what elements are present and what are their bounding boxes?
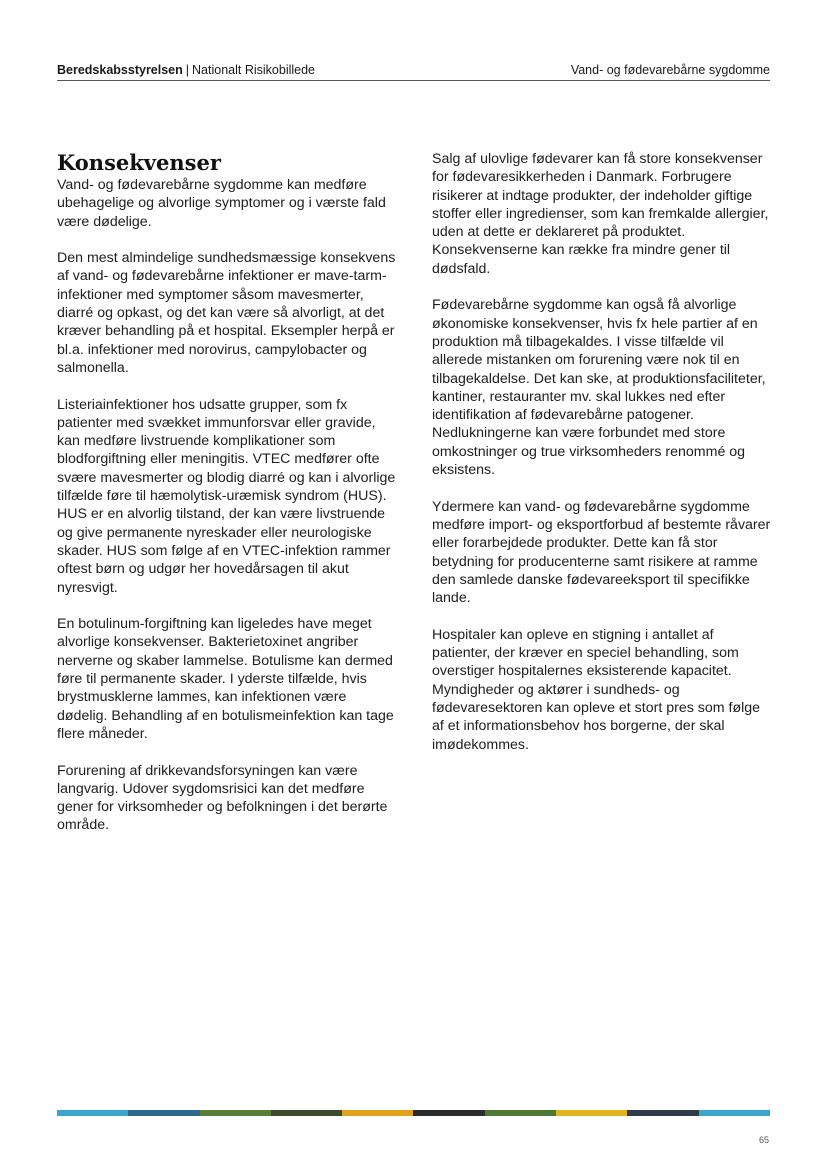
- footer-bar-segment: [271, 1110, 342, 1116]
- footer-bar-segment: [485, 1110, 556, 1116]
- header-left: [57, 62, 315, 78]
- footer-bar-segment: [128, 1110, 199, 1116]
- page-header: [57, 62, 770, 80]
- footer-bar-segment: [57, 1110, 128, 1116]
- header-divider: [57, 80, 770, 81]
- paragraph: Hospitaler kan opleve en stigning i antallet af patienter, der kræver en speciel behandling, som overstiger hospitalernes eksisterende kapacitet. Myndigheder og aktører i sundheds- og fødevaresektoren kan opleve et stort pres som følge af et informationsbehov hos borgerne, der skal imødekommes.: [432, 626, 761, 753]
- footer-bar-segment: [556, 1110, 627, 1116]
- footer-bar-segment: [627, 1110, 698, 1116]
- report-title: Nationalt Risikobillede: [192, 63, 316, 77]
- header-separator: |: [185, 63, 190, 77]
- paragraph: Den mest almindelige sundhedsmæssige konsekvens af vand- og fødevarebårne infektioner er mave-tarm-infektioner med symptomer såsom mavesmerter, diarré og opkast, og det kan være så alvorligt, at det kræver behandling på et hospital. Eksempler herpå er bl.a. infektioner med norovirus, campylobacter og salmonella.: [57, 250, 396, 376]
- paragraph: Ydermere kan vand- og fødevarebårne sygdomme medføre import- og eksportforbud af bestemte råvarer eller forarbejdede produkter. Dette kan få stor betydning for producenterne samt risikere at ramme den samlede danske fødevareeksport til specifikke lande.: [432, 498, 771, 607]
- chapter-title: Vand- og fødevarebårne sygdomme: [570, 63, 770, 77]
- paragraph: Listeriainfektioner hos udsatte grupper, som fx patienter med svækket immunforsvar eller gravide, kan medføre livstruende komplikationer som blodforgiftning eller meningitis. VTEC medfører ofte svære mavesmerter og blodig diarré og kan i alvorlige tilfælde føre til hæmolytisk-uræmisk syndrom (HUS). HUS er en alvorlig tilstand, der kan være livstruende og give permanente nyreskader eller neurologiske skader. HUS som følge af en VTEC-infektion rammer oftest børn og udgør her hovedårsagen til akut nyresvigt.: [57, 396, 396, 596]
- paragraph: Salg af ulovlige fødevarer kan få store konsekvenser for fødevaresikkerheden i Danmark. Forbrugere risikerer at indtage produkter, der indeholder giftige stoffer eller ingredienser, som kan fremkalde allergier, uden at dette er deklareret på produktet. Konsekvenserne kan række fra mindre gener til dødsfald.: [432, 151, 769, 277]
- footer-bar-segment: [342, 1110, 413, 1116]
- organization-name: Beredskabsstyrelsen: [57, 63, 183, 77]
- paragraph: Forurening af drikkevandsforsyningen kan være langvarig. Udover sygdomsrisici kan det medføre gener for virksomheder og befolkningen i det berørte område.: [57, 762, 388, 834]
- footer-bar-segment: [200, 1110, 271, 1116]
- right-column: [432, 150, 772, 772]
- left-column: [57, 150, 397, 853]
- paragraph: En botulinum-forgiftning kan ligeledes have meget alvorlige konsekvenser. Bakterietoxinet angriber nerverne og skaber lammelse. Botulisme kan dermed føre til permanente skader. I yderste tilfælde, hvis brystmusklerne lammes, kan infektionen være dødelig. Behandling af en botulismeinfektion kan tage flere måneder.: [57, 616, 394, 742]
- footer-bar-segment: [413, 1110, 484, 1116]
- paragraph: Fødevarebårne sygdomme kan også få alvorlige økonomiske konsekvenser, hvis fx hele partier af en produktion må tilbagekaldes. I visse tilfælde vil allerede mistanken om forurening være nok til en tilbagekaldelse. Det kan ske, at produktionsfaciliteter, kantiner, restauranter mv. skal lukkes ned efter identifikation af fødevarebårne patogener. Nedlukningerne kan være forbundet med store omkostninger og true virksomheders renommé og eksistens.: [432, 297, 766, 479]
- footer-color-bar: [57, 1110, 770, 1116]
- footer-bar-segment: [699, 1110, 770, 1116]
- paragraph: Vand- og fødevarebårne sygdomme kan medføre ubehagelige og alvorlige symptomer og i værste fald være dødelige.: [57, 177, 386, 230]
- page-number: 65: [758, 1135, 769, 1145]
- section-heading: Konsekvenser: [57, 150, 221, 175]
